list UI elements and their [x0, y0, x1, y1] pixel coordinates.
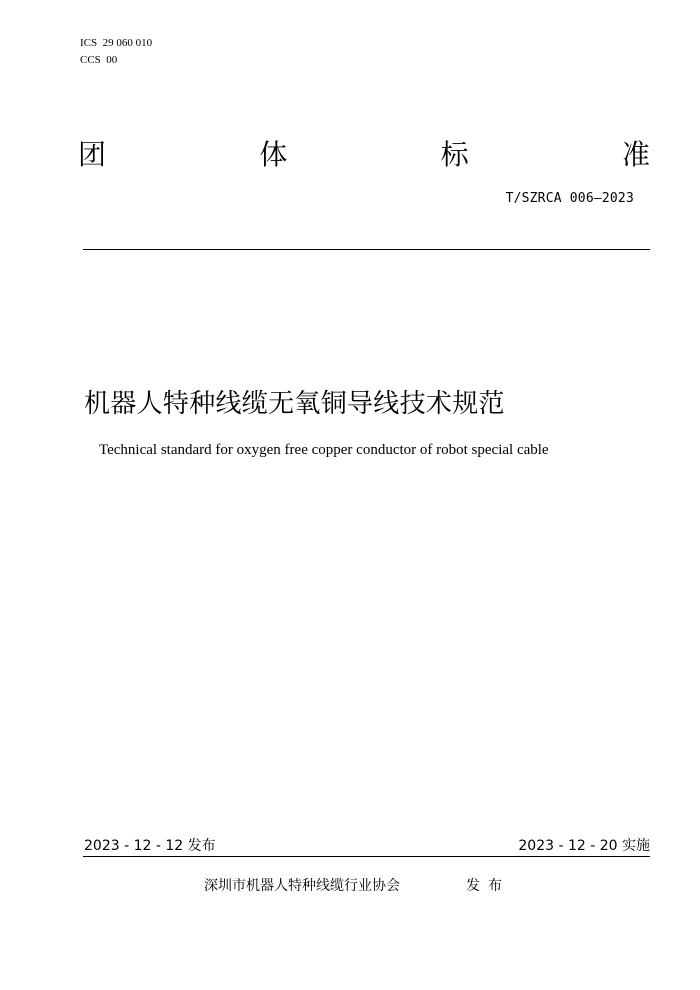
publish-label: 发布: [466, 878, 510, 894]
header-title-char-1: 团: [78, 138, 107, 171]
issue-date: 2023 - 12 - 12 发布: [84, 838, 216, 854]
top-divider: [83, 249, 650, 250]
ccs-code: CCS 00: [80, 54, 118, 66]
header-title-char-3: 标: [440, 138, 469, 171]
document-title-english: Technical standard for oxygen free copper conductor of robot special cable: [99, 442, 549, 458]
bottom-divider: [83, 856, 650, 857]
document-title-chinese: 机器人特种线缆无氧铜导线技术规范: [84, 389, 505, 419]
header-title-char-2: 体: [259, 138, 288, 171]
ics-code: ICS 29 060 010: [80, 37, 153, 49]
implementation-date: 2023 - 12 - 20 实施: [518, 838, 650, 854]
publisher-name: 深圳市机器人特种线缆行业协会: [204, 878, 400, 894]
header-title-char-4: 准: [621, 138, 650, 171]
header-title: [78, 136, 650, 170]
standard-number: T/SZRCA 006—2023: [505, 191, 634, 206]
